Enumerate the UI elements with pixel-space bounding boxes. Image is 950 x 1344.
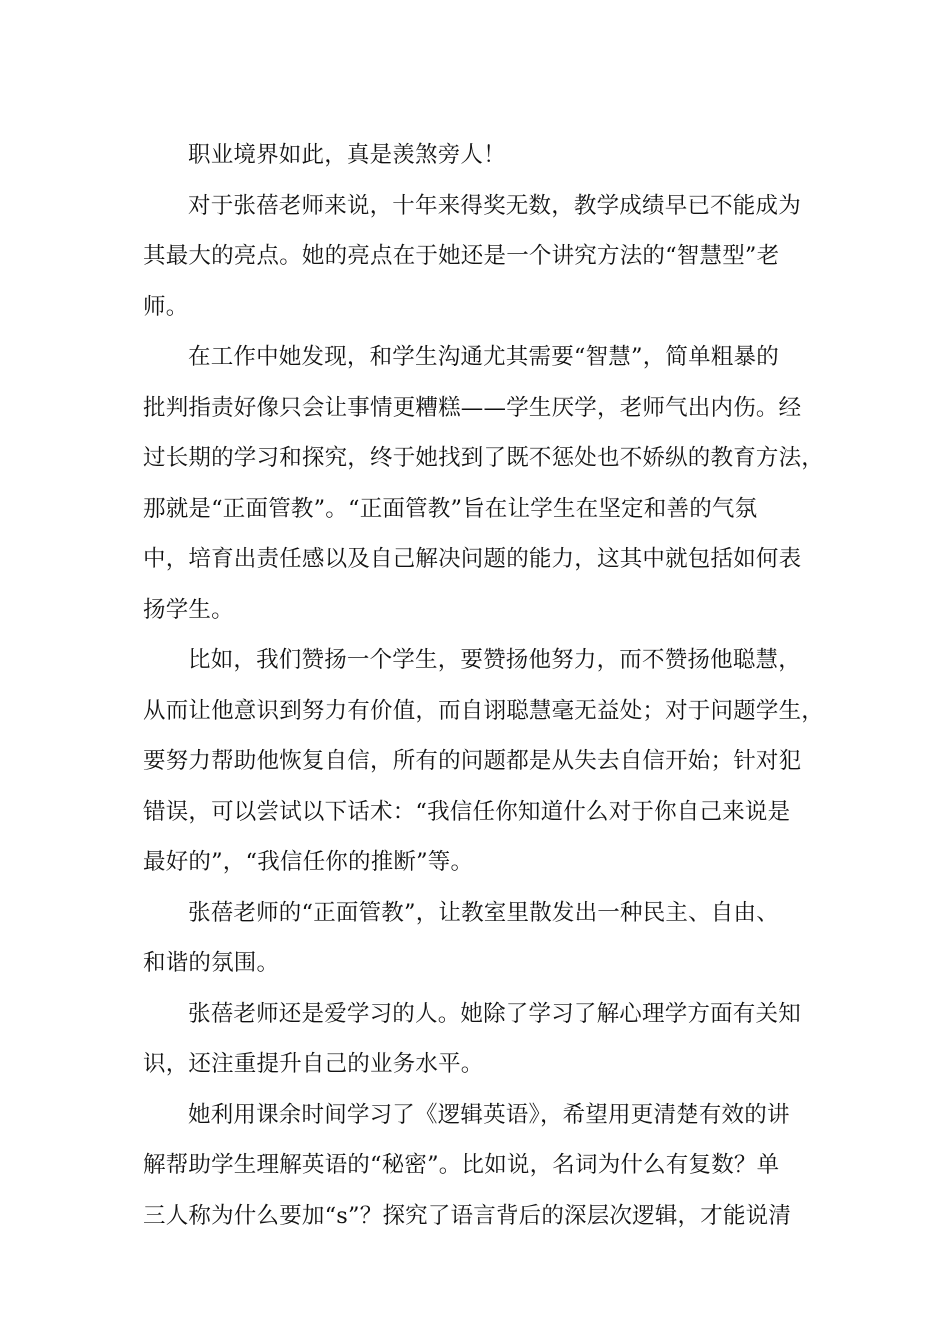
paragraph-1 [143, 130, 813, 181]
text-line: 张蓓老师的“正面管教”，让教室里散发出一种民主、自由、 [188, 899, 779, 926]
paragraph-4 [143, 635, 825, 888]
text-line: 比如，我们赞扬一个学生，要赞扬他努力，而不赞扬他聪慧， [188, 647, 801, 673]
paragraph-7 [143, 1090, 813, 1242]
paragraph-6 [143, 989, 813, 1090]
text-line: 中，培育出责任感以及自己解决问题的能力，这其中就包括如何表 [143, 546, 802, 572]
text-line: 张蓓老师还是爱学习的人。她除了学习了解心理学方面有关知 [188, 1000, 801, 1027]
text-line: 要努力帮助他恢复自信，所有的问题都是从失去自信开始；针对犯 [143, 748, 802, 774]
text-line: 在工作中她发现，和学生沟通尤其需要“智慧”，简单粗暴的 [188, 344, 779, 370]
text-line: 其最大的亮点。她的亮点在于她还是一个讲究方法的“智慧型”老 [143, 243, 780, 269]
paragraph-5 [143, 888, 813, 989]
text-line: 三人称为什么要加“s”？探究了语言背后的深层次逻辑，才能说清 [143, 1202, 792, 1229]
text-line: 识，还注重提升自己的业务水平。 [143, 1051, 484, 1077]
text-line: 她利用课余时间学习了《逻辑英语》，希望用更清楚有效的讲 [188, 1101, 790, 1128]
text-line: 师。 [143, 293, 189, 320]
document-body [143, 130, 825, 1241]
text-line: 批判指责好像只会让事情更糟糕——学生厌学，老师气出内伤。经 [143, 394, 802, 421]
text-line: 从而让他意识到努力有价值，而自诩聪慧毫无益处；对于问题学生， [143, 697, 825, 724]
text-line: 那就是“正面管教”。“正面管教”旨在让学生在坚定和善的气氛 [143, 495, 758, 522]
paragraph-2 [143, 181, 813, 333]
text-line: 扬学生。 [143, 596, 234, 623]
text-line: 错误，可以尝试以下话术：“我信任你知道什么对于你自己来说是 [143, 798, 791, 825]
paragraph-3 [143, 332, 825, 635]
text-line: 职业境界如此，真是羡煞旁人！ [188, 142, 506, 168]
text-line: 和谐的氛围。 [143, 950, 280, 976]
text-line: 对于张蓓老师来说，十年来得奖无数，教学成绩早已不能成为 [188, 192, 801, 219]
text-line: 解帮助学生理解英语的“秘密”。比如说，名词为什么有复数？单 [143, 1152, 780, 1178]
text-line: 过长期的学习和探究，终于她找到了既不惩处也不娇纵的教育方法， [143, 445, 825, 471]
text-line: 最好的”，“我信任你的推断”等。 [143, 849, 474, 875]
